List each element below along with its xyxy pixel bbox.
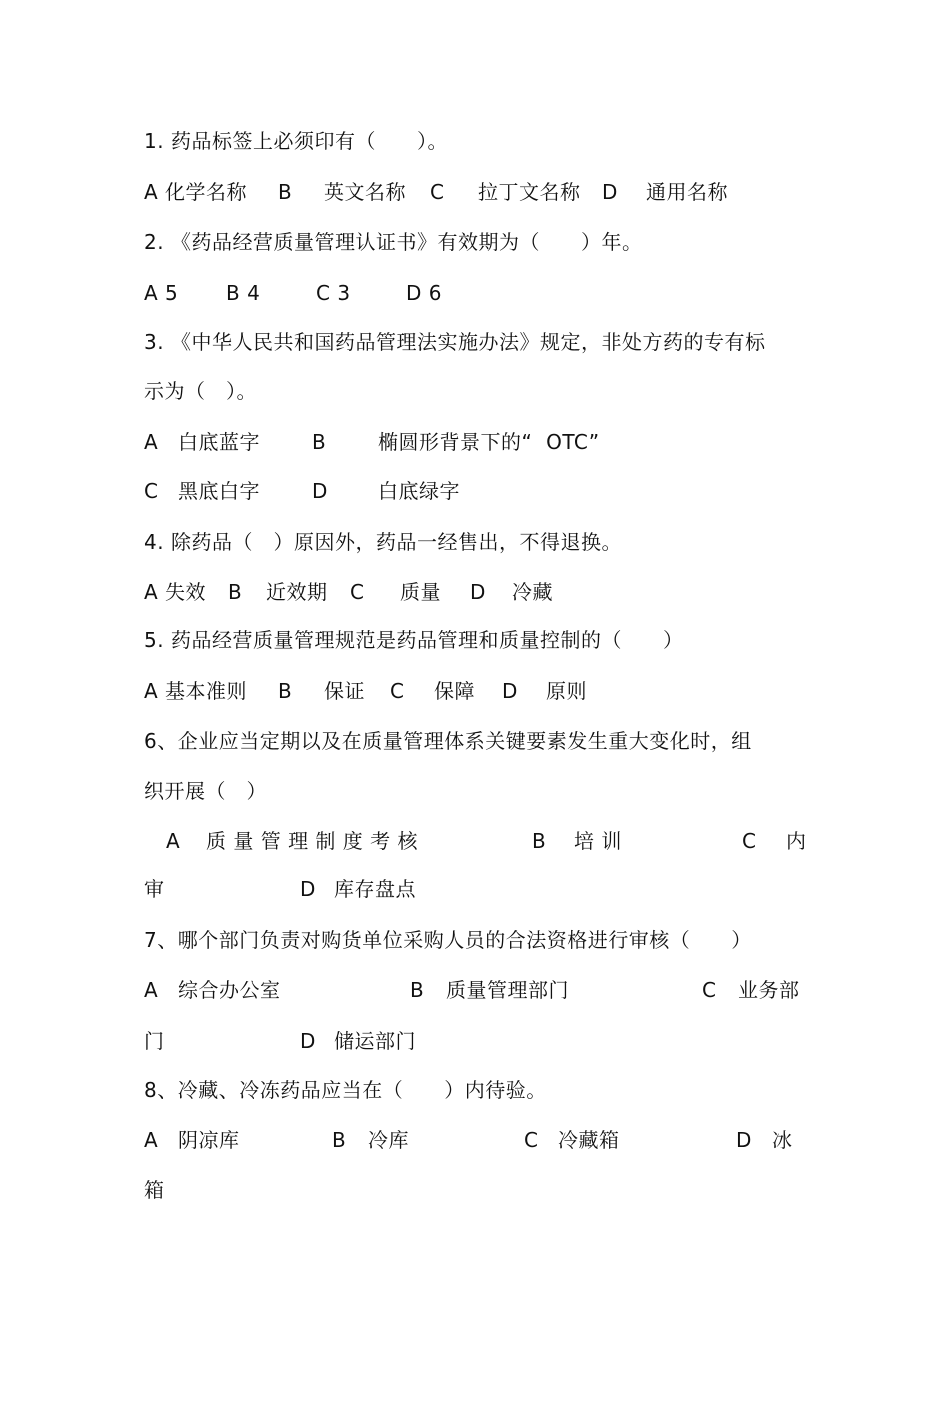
question-3-options-line1 bbox=[144, 427, 600, 457]
option-c-text: 内 bbox=[786, 829, 807, 853]
option-c-continuation: 门 bbox=[144, 1029, 165, 1053]
option-c-letter: C bbox=[702, 978, 717, 1002]
option-d-text: 冰 bbox=[772, 1128, 793, 1152]
option-a-letter: A bbox=[144, 978, 159, 1002]
option-d-continuation: 箱 bbox=[144, 1178, 165, 1202]
question-7-stem: 7、哪个部门负责对购货单位采购人员的合法资格进行审核（ ） bbox=[144, 928, 752, 952]
option-c-letter: C bbox=[742, 829, 757, 853]
option-a-letter: A bbox=[144, 1128, 159, 1152]
option-d-text: 库存盘点 bbox=[334, 877, 416, 901]
option-d-text: 冷藏 bbox=[512, 580, 553, 604]
option-a: A 5 bbox=[144, 281, 179, 305]
option-d-text: 原则 bbox=[546, 679, 587, 703]
option-b: B 4 bbox=[226, 281, 261, 305]
question-4-stem: 4. 除药品（ ）原因外，药品一经售出，不得退换。 bbox=[144, 530, 622, 554]
option-b-text: 近效期 bbox=[266, 580, 328, 604]
question-3-stem-line1: 3. 《中华人民共和国药品管理法实施办法》规定，非处方药的专有标 bbox=[144, 330, 766, 354]
option-d-letter: D bbox=[502, 679, 518, 703]
option-c-letter: C bbox=[524, 1128, 539, 1152]
question-1-options bbox=[144, 177, 728, 207]
option-a: A 失效 bbox=[144, 580, 207, 604]
option-d-letter: D bbox=[300, 877, 316, 901]
option-d-letter: D bbox=[300, 1029, 316, 1053]
option-a-text: 综合办公室 bbox=[178, 978, 281, 1002]
option-c-text: 保障 bbox=[434, 679, 475, 703]
option-b-text: 冷库 bbox=[368, 1128, 409, 1152]
option-b-letter: B bbox=[278, 180, 293, 204]
option-a-text: 白底蓝字 bbox=[178, 430, 260, 454]
option-b-letter: B bbox=[228, 580, 243, 604]
question-3-stem-line2: 示为（ ）。 bbox=[144, 379, 257, 403]
question-8-options-line2 bbox=[144, 1175, 165, 1205]
option-b-text: 保证 bbox=[324, 679, 365, 703]
option-c-letter: C bbox=[144, 479, 159, 503]
option-c-continuation: 审 bbox=[144, 877, 165, 901]
option-c-text: 质量 bbox=[400, 580, 441, 604]
option-d-text: 白底绿字 bbox=[378, 479, 460, 503]
question-1-stem: 1. 药品标签上必须印有（ ）。 bbox=[144, 129, 448, 153]
option-d-text: 通用名称 bbox=[646, 180, 728, 204]
option-c: C 3 bbox=[316, 281, 351, 305]
option-a-letter: A bbox=[166, 829, 181, 853]
option-d-letter: D bbox=[602, 180, 618, 204]
option-c-text: 黑底白字 bbox=[178, 479, 260, 503]
option-d-text: 储运部门 bbox=[334, 1029, 416, 1053]
option-a-letter: A bbox=[144, 430, 159, 454]
question-5-options bbox=[144, 676, 587, 706]
option-d-letter: D bbox=[470, 580, 486, 604]
question-3-options-line2 bbox=[144, 476, 460, 506]
question-7-options-line1 bbox=[144, 975, 800, 1005]
question-6-options-line2 bbox=[144, 874, 416, 904]
option-d-letter: D bbox=[736, 1128, 752, 1152]
option-c-text: 拉丁文名称 bbox=[478, 180, 581, 204]
question-6-stem-line2: 织开展（ ） bbox=[144, 779, 267, 803]
question-5-stem: 5. 药品经营质量管理规范是药品管理和质量控制的（ ） bbox=[144, 628, 684, 652]
option-b-text: 英文名称 bbox=[324, 180, 406, 204]
option-d-letter: D bbox=[312, 479, 328, 503]
option-c-letter: C bbox=[430, 180, 445, 204]
question-6-options-line1 bbox=[144, 826, 807, 856]
option-a-text: 阴凉库 bbox=[178, 1128, 240, 1152]
option-c-text: 业务部 bbox=[738, 978, 800, 1002]
option-b-text: 培 训 bbox=[574, 829, 622, 853]
question-2-stem: 2. 《药品经营质量管理认证书》有效期为（ ）年。 bbox=[144, 230, 643, 254]
option-a: A 化学名称 bbox=[144, 180, 248, 204]
question-4-options bbox=[144, 577, 553, 607]
option-d: D 6 bbox=[406, 281, 442, 305]
question-8-stem: 8、冷藏、冷冻药品应当在（ ）内待验。 bbox=[144, 1078, 547, 1102]
option-b-text: 椭圆形背景下的“ OTC” bbox=[378, 430, 600, 454]
option-b-letter: B bbox=[312, 430, 327, 454]
option-b-text: 质量管理部门 bbox=[446, 978, 569, 1002]
option-b-letter: B bbox=[410, 978, 425, 1002]
option-a: A 基本准则 bbox=[144, 679, 248, 703]
option-c-letter: C bbox=[390, 679, 405, 703]
option-b-letter: B bbox=[532, 829, 547, 853]
option-c-letter: C bbox=[350, 580, 365, 604]
option-a-text: 质 量 管 理 制 度 考 核 bbox=[206, 829, 419, 853]
question-6-stem-line1: 6、企业应当定期以及在质量管理体系关键要素发生重大变化时，组 bbox=[144, 729, 752, 753]
question-2-options bbox=[144, 278, 442, 308]
option-b-letter: B bbox=[332, 1128, 347, 1152]
option-b-letter: B bbox=[278, 679, 293, 703]
question-8-options-line1 bbox=[144, 1125, 793, 1155]
option-c-text: 冷藏箱 bbox=[558, 1128, 620, 1152]
question-7-options-line2 bbox=[144, 1026, 416, 1056]
